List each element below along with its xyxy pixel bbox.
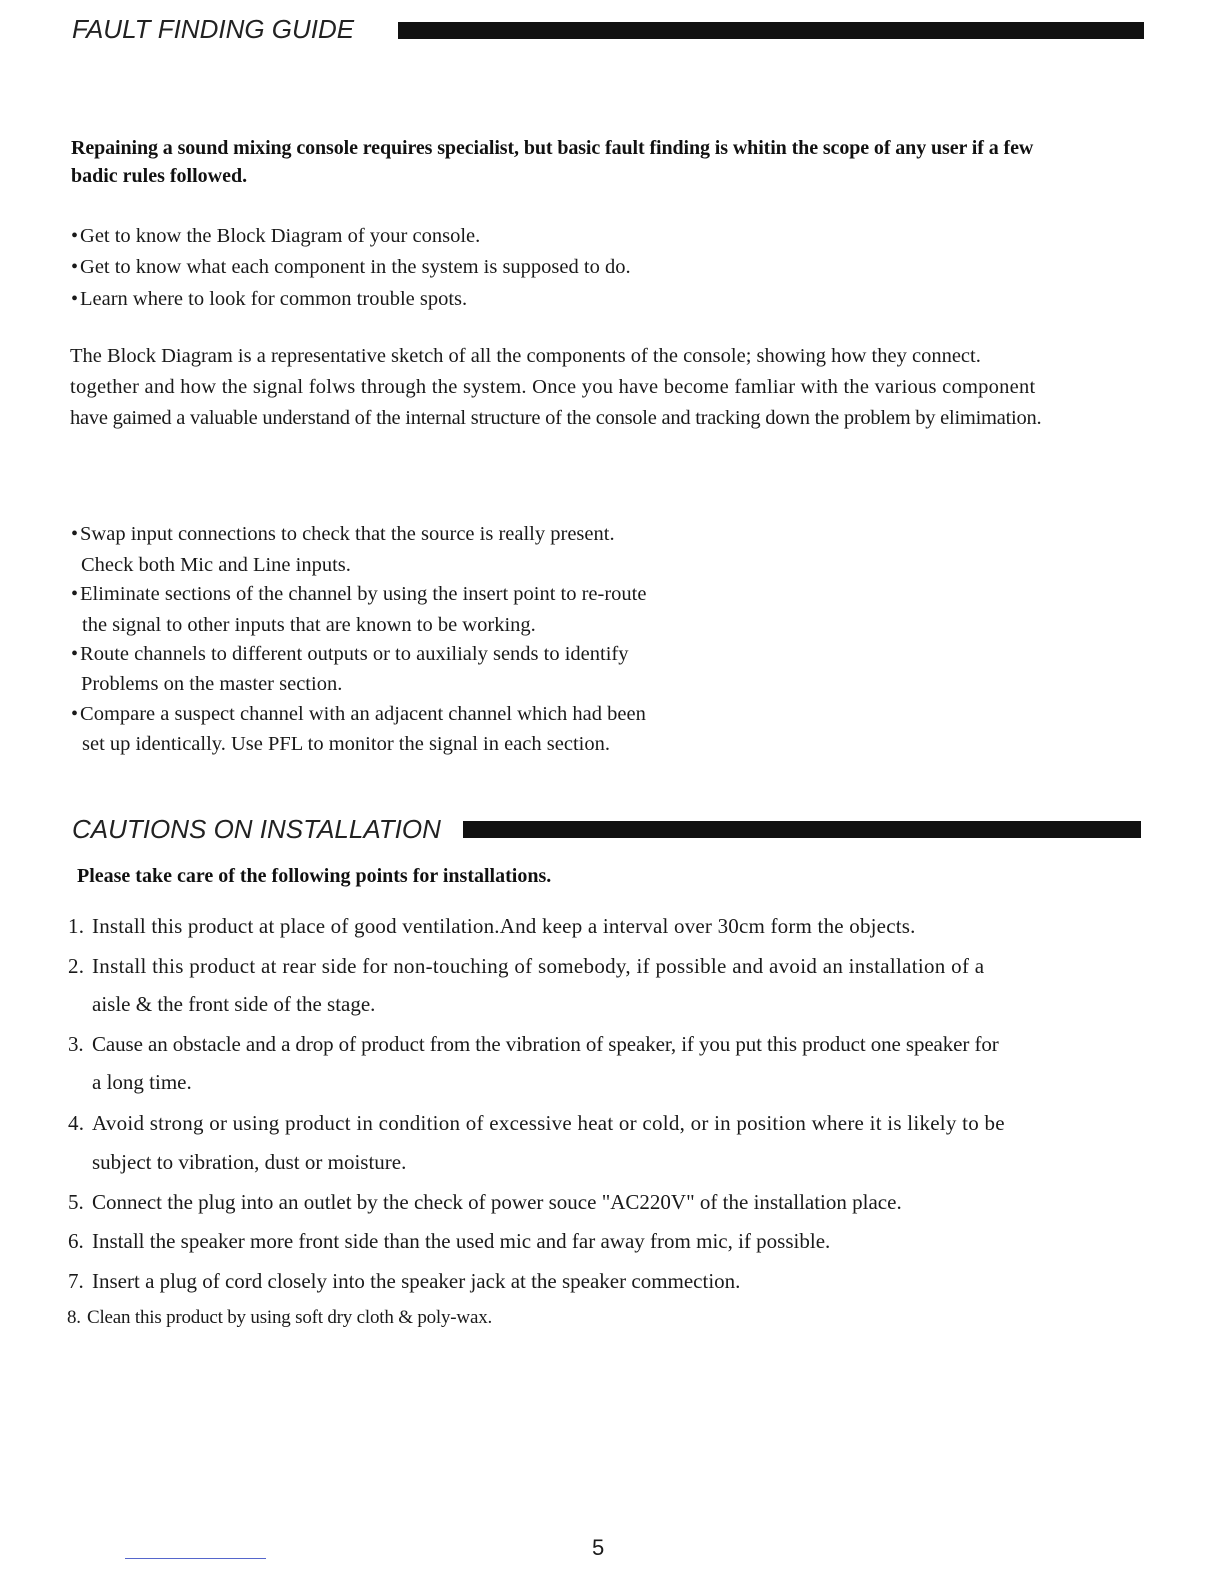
caution-item (68, 1190, 902, 1215)
check-text: Compare a suspect channel with an adjacent channel which had been (80, 703, 646, 725)
caution-continuation: subject to vibration, dust or moisture. (92, 1150, 407, 1174)
tip-item (71, 256, 631, 279)
caution-number: 1. (68, 914, 85, 938)
caution-number: 7. (68, 1269, 84, 1293)
heading-rule-bar (398, 22, 1144, 39)
check-item-continuation: Problems on the master section. (81, 673, 343, 695)
caution-number: 8. (67, 1307, 81, 1328)
caution-item (68, 954, 984, 979)
caution-item (68, 1111, 1005, 1136)
caution-text: Clean this product by using soft dry cloth & poly-wax. (87, 1307, 493, 1328)
tip-item (71, 225, 480, 248)
caution-text: Install this product at rear side for non-touching of somebody, if possible and avoid an installation of a (92, 954, 985, 978)
caution-text: Avoid strong or using product in condition of excessive heat or cold, or in position where it is likely to be (92, 1111, 1005, 1135)
check-text: Swap input connections to check that the source is really present. (80, 523, 615, 545)
fault-intro-line-2: badic rules followed. (71, 165, 248, 187)
fault-intro-line-1: Repaining a sound mixing console requires specialist, but basic fault finding is whitin the scope of any user if a few (71, 137, 1034, 159)
caution-number: 6. (68, 1229, 84, 1253)
tip-text: Get to know the Block Diagram of your console. (80, 225, 481, 247)
caution-text: Insert a plug of cord closely into the speaker jack at the speaker commection. (92, 1269, 741, 1293)
check-item-line (71, 583, 646, 606)
footer-rule (125, 1558, 266, 1559)
tip-text: Learn where to look for common trouble spots. (80, 288, 468, 310)
heading-rule-bar (463, 821, 1141, 838)
caution-text: Cause an obstacle and a drop of product from the vibration of speaker, if you put this product one speaker for (92, 1032, 999, 1056)
caution-number: 3. (68, 1032, 84, 1056)
page-number: 5 (592, 1535, 605, 1560)
check-item-continuation: set up identically. Use PFL to monitor the signal in each section. (82, 733, 610, 755)
caution-continuation: aisle & the front side of the stage. (92, 992, 376, 1016)
fault-finding-heading: FAULT FINDING GUIDE (72, 14, 355, 44)
check-item-continuation: the signal to other inputs that are known to be working. (82, 614, 536, 636)
check-text: Route channels to different outputs or to auxilialy sends to identify (80, 643, 629, 665)
block-diagram-paragraph-line: have gaimed a valuable understand of the internal structure of the console and tracking down the problem by elimimation. (70, 407, 1042, 429)
cautions-intro: Please take care of the following points for installations. (77, 865, 552, 887)
check-item-line (71, 703, 646, 726)
caution-item (68, 1032, 999, 1057)
check-item-line (71, 523, 615, 546)
block-diagram-paragraph-line: The Block Diagram is a representative sketch of all the components of the console; showing how they connect. (70, 345, 981, 367)
caution-number: 2. (68, 954, 85, 978)
fault-intro (71, 134, 1151, 190)
caution-number: 5. (68, 1190, 84, 1214)
block-diagram-paragraph-line: together and how the signal folws through the system. Once you have become famliar with the various component (70, 376, 1036, 398)
caution-text: Connect the plug into an outlet by the check of power souce "AC220V" of the installation place. (92, 1190, 902, 1214)
cautions-heading: CAUTIONS ON INSTALLATION (72, 814, 441, 844)
caution-item (68, 1229, 830, 1254)
caution-continuation: a long time. (92, 1070, 192, 1094)
check-item-continuation: Check both Mic and Line inputs. (81, 554, 351, 576)
tip-item (71, 288, 467, 311)
caution-item (68, 914, 916, 939)
caution-number: 4. (68, 1111, 85, 1135)
caution-item (68, 1269, 740, 1294)
caution-text: Install this product at place of good ventilation.And keep a interval over 30cm form the objects. (92, 914, 916, 938)
tip-text: Get to know what each component in the system is supposed to do. (80, 256, 631, 278)
check-text: Eliminate sections of the channel by using the insert point to re-route (80, 583, 647, 605)
check-item-line (71, 643, 628, 666)
caution-item (67, 1307, 492, 1329)
caution-text: Install the speaker more front side than the used mic and far away from mic, if possible. (92, 1229, 831, 1253)
